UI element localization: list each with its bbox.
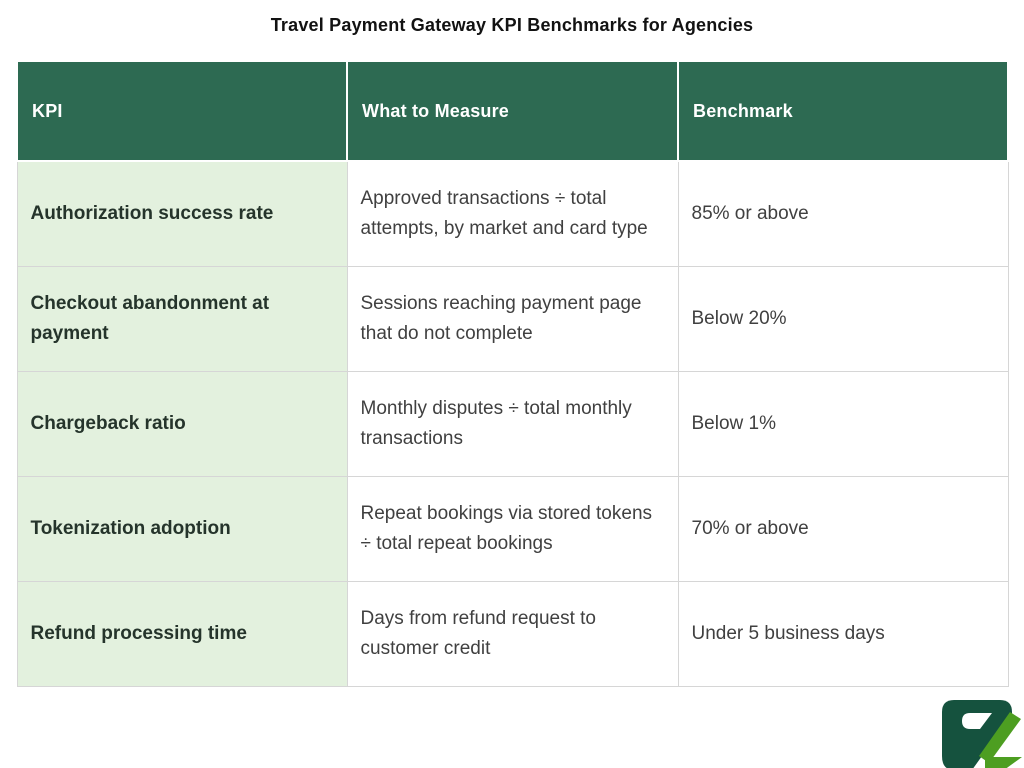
z-brand-logo-icon xyxy=(942,700,1022,768)
table-row xyxy=(17,476,1008,581)
column-header-kpi: KPI xyxy=(17,61,347,161)
table-row xyxy=(17,161,1008,266)
kpi-cell: Checkout abandonment at payment xyxy=(17,266,347,371)
benchmark-cell: 85% or above xyxy=(678,161,1008,266)
kpi-cell: Tokenization adoption xyxy=(17,476,347,581)
table-row xyxy=(17,371,1008,476)
table-header-row xyxy=(17,61,1008,161)
measure-cell: Days from refund request to customer credit xyxy=(347,581,678,686)
column-header-measure: What to Measure xyxy=(347,61,678,161)
table-row xyxy=(17,581,1008,686)
measure-cell: Monthly disputes ÷ total monthly transactions xyxy=(347,371,678,476)
measure-cell: Approved transactions ÷ total attempts, by market and card type xyxy=(347,161,678,266)
column-header-benchmark: Benchmark xyxy=(678,61,1008,161)
benchmark-cell: Below 20% xyxy=(678,266,1008,371)
kpi-cell: Chargeback ratio xyxy=(17,371,347,476)
kpi-benchmarks-table xyxy=(16,60,1009,687)
kpi-cell: Refund processing time xyxy=(17,581,347,686)
table-row xyxy=(17,266,1008,371)
page-title: Travel Payment Gateway KPI Benchmarks for Agencies xyxy=(270,15,754,35)
measure-cell: Repeat bookings via stored tokens ÷ total repeat bookings xyxy=(347,476,678,581)
kpi-cell: Authorization success rate xyxy=(17,161,347,266)
logo-z-bar xyxy=(985,757,1022,768)
benchmark-cell: 70% or above xyxy=(678,476,1008,581)
measure-cell: Sessions reaching payment page that do not complete xyxy=(347,266,678,371)
benchmark-cell: Under 5 business days xyxy=(678,581,1008,686)
benchmark-cell: Below 1% xyxy=(678,371,1008,476)
